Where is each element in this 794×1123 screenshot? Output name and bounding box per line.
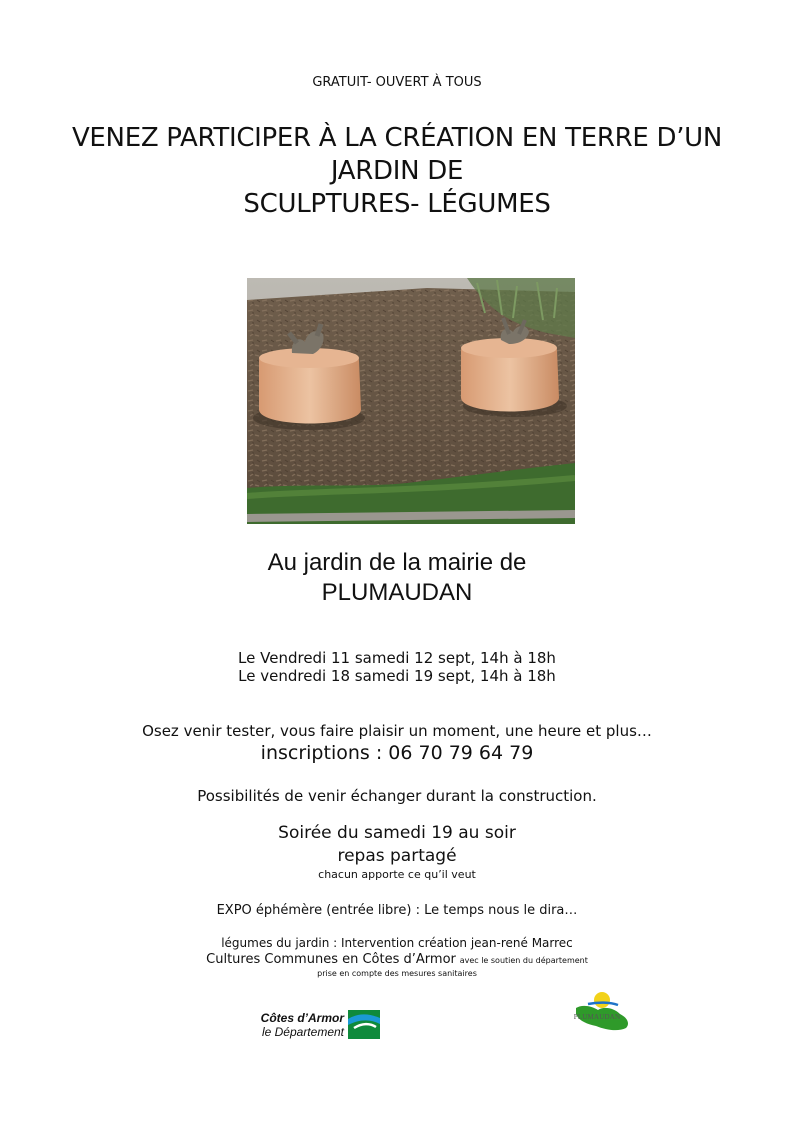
dates bbox=[0, 649, 794, 685]
exchange-text: Possibilités de venir échanger durant la construction. bbox=[197, 787, 597, 805]
credits bbox=[0, 935, 794, 979]
tagline: GRATUIT- OUVERT À TOUS bbox=[312, 75, 482, 90]
venue-town: PLUMAUDAN bbox=[321, 579, 473, 606]
plumaudan-label: PLUMAUDAN bbox=[573, 1013, 621, 1021]
cotes-darmor-sub: le Département bbox=[261, 1025, 344, 1039]
soiree-line-1: Soirée du samedi 19 au soir bbox=[278, 823, 516, 843]
inscriptions-phone: inscriptions : 06 70 79 64 79 bbox=[260, 742, 534, 764]
date-line-2: Le vendredi 18 samedi 19 sept, 14h à 18h bbox=[238, 667, 556, 685]
date-line-1: Le Vendredi 11 samedi 12 sept, 14h à 18h bbox=[238, 649, 556, 667]
venue bbox=[0, 548, 794, 608]
soiree-line-3: chacun apporte ce qu’il veut bbox=[318, 868, 476, 881]
soiree-line-2: repas partagé bbox=[337, 846, 457, 866]
credits-line-2 bbox=[0, 951, 794, 969]
plumaudan-emblem-icon bbox=[562, 990, 634, 1034]
soiree bbox=[0, 822, 794, 882]
credits-line-3: prise en compte des mesures sanitaires bbox=[317, 969, 477, 978]
garden-sculptures-photo bbox=[247, 278, 575, 524]
credits-line-1: légumes du jardin : Intervention création jean-rené Marrec bbox=[221, 936, 573, 950]
cotes-darmor-logo-text bbox=[258, 1011, 344, 1039]
title-line-1: VENEZ PARTICIPER À LA CRÉATION EN TERRE D’UN bbox=[71, 123, 723, 153]
invite bbox=[0, 722, 794, 765]
plumaudan-logo bbox=[562, 990, 634, 1034]
poster-title bbox=[0, 122, 794, 221]
cotes-darmor-emblem-icon bbox=[348, 1010, 380, 1039]
expo-text: EXPO éphémère (entrée libre) : Le temps nous le dira… bbox=[216, 903, 578, 918]
title-line-3: SCULPTURES- LÉGUMES bbox=[243, 189, 551, 219]
cotes-darmor-name: Côtes d’Armor bbox=[260, 1011, 344, 1025]
credits-support: avec le soutien du département bbox=[459, 956, 588, 965]
credits-organizer: Cultures Communes en Côtes d’Armor bbox=[206, 952, 456, 967]
cotes-darmor-logo bbox=[258, 1009, 382, 1041]
invite-text: Osez venir tester, vous faire plaisir un moment, une heure et plus… bbox=[142, 722, 652, 740]
title-line-2: JARDIN DE bbox=[330, 156, 464, 186]
venue-line-1: Au jardin de la mairie de bbox=[267, 549, 527, 576]
